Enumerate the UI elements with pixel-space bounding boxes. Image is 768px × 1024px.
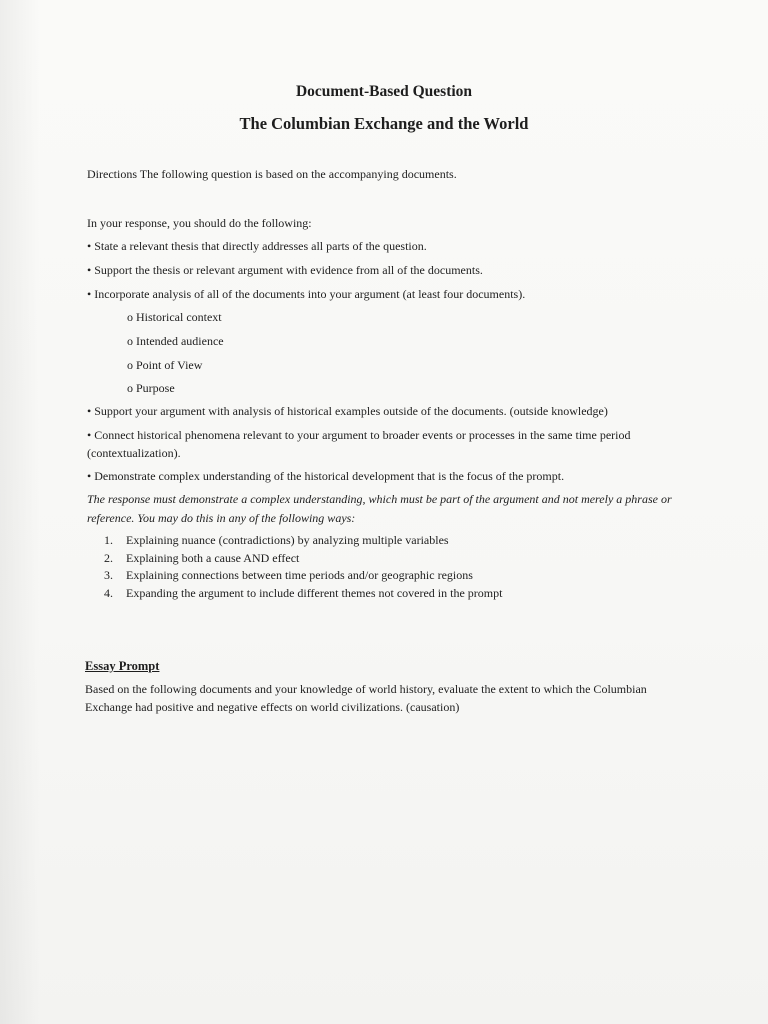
bullet-item-continuation: (contextualization). xyxy=(87,446,181,460)
sub-point: o Historical context xyxy=(127,310,222,324)
item-number: 3. xyxy=(104,568,113,582)
complex-understanding-note: reference. You may do this in any of the following ways: xyxy=(87,511,356,525)
sub-point: o Point of View xyxy=(127,358,203,372)
essay-prompt-text: Exchange had positive and negative effects on world civilizations. (causation) xyxy=(85,700,460,714)
response-intro: In your response, you should do the following: xyxy=(87,216,312,230)
complex-understanding-note: The response must demonstrate a complex understanding, which must be part of the argument and not merely a phrase or xyxy=(87,492,672,506)
item-text: Expanding the argument to include different themes not covered in the prompt xyxy=(126,586,503,600)
item-number: 4. xyxy=(104,586,113,600)
sub-point: o Intended audience xyxy=(127,334,224,348)
bullet-item: • Support your argument with analysis of historical examples outside of the documents. (outside knowledge) xyxy=(87,404,608,418)
numbered-item xyxy=(104,550,299,566)
bullet-item: • Demonstrate complex understanding of the historical development that is the focus of the prompt. xyxy=(87,469,565,483)
directions-text: Directions The following question is based on the accompanying documents. xyxy=(87,167,457,181)
essay-prompt-heading: Essay Prompt xyxy=(85,659,160,673)
page-edge-shadow xyxy=(0,0,40,1024)
document-title: Document-Based Question xyxy=(295,83,473,100)
item-number: 1. xyxy=(104,533,113,547)
document-subtitle: The Columbian Exchange and the World xyxy=(239,114,529,133)
numbered-item xyxy=(104,585,502,601)
bullet-item: • Connect historical phenomena relevant to your argument to broader events or processes in the same time period xyxy=(87,428,631,442)
item-text: Explaining both a cause AND effect xyxy=(126,551,300,565)
bullet-item: • State a relevant thesis that directly addresses all parts of the question. xyxy=(87,239,427,253)
item-text: Explaining nuance (contradictions) by analyzing multiple variables xyxy=(126,533,449,547)
item-number: 2. xyxy=(104,551,113,565)
numbered-item xyxy=(104,532,449,548)
essay-prompt-text: Based on the following documents and your knowledge of world history, evaluate the extent to which the Columbian xyxy=(85,682,647,696)
sub-point: o Purpose xyxy=(127,381,175,395)
bullet-item: • Support the thesis or relevant argument with evidence from all of the documents. xyxy=(87,263,483,277)
item-text: Explaining connections between time periods and/or geographic regions xyxy=(126,568,473,582)
bullet-item: • Incorporate analysis of all of the documents into your argument (at least four documents). xyxy=(87,287,526,301)
numbered-item xyxy=(104,567,473,583)
